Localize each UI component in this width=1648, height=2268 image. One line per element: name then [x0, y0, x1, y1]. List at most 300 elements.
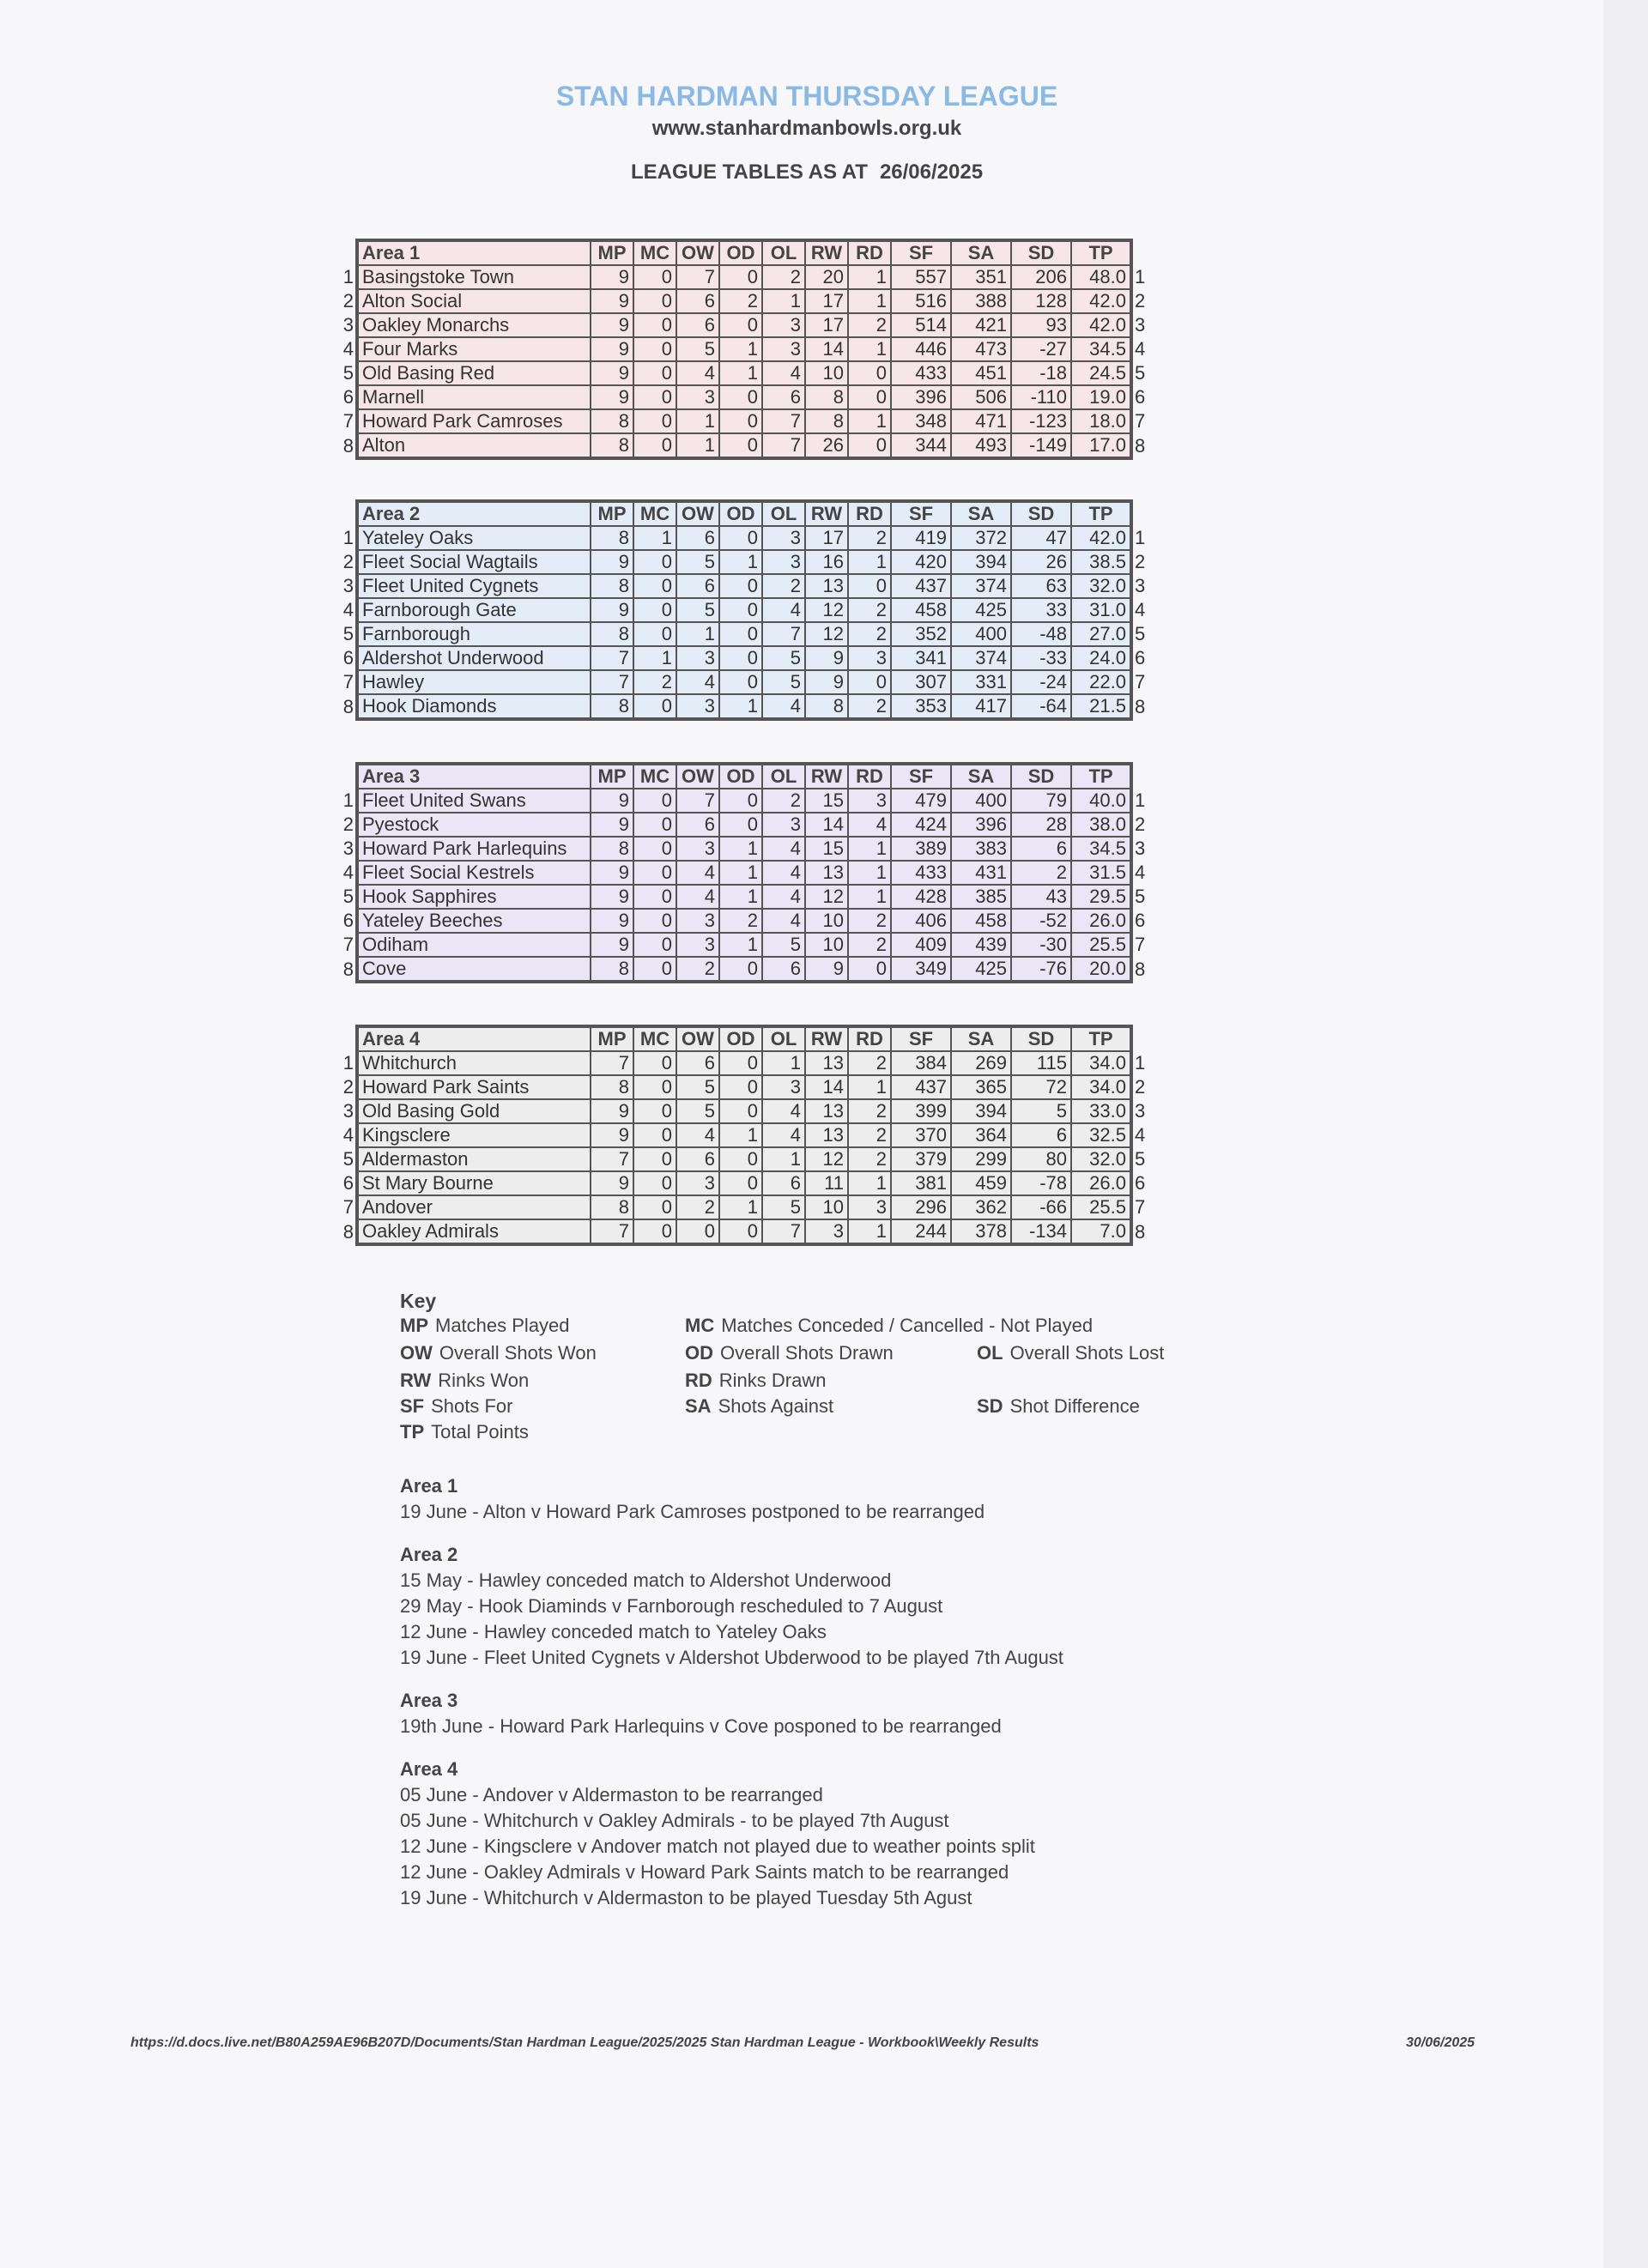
position-left: 7 — [342, 671, 354, 692]
cell-mc: 0 — [633, 1051, 676, 1075]
team-name: Alton — [357, 433, 591, 458]
position-right: 6 — [1135, 1172, 1146, 1194]
column-header-ow: OW — [676, 764, 719, 789]
key-item-mp — [400, 1315, 570, 1337]
cell-od: 0 — [719, 1147, 762, 1171]
notes-area-1 — [400, 1473, 1063, 1525]
cell-rd: 2 — [848, 1123, 891, 1147]
cell-od: 1 — [719, 694, 762, 719]
column-header-sf: SF — [891, 501, 951, 526]
cell-tp: 42.0 — [1071, 289, 1131, 313]
team-name: Oakley Admirals — [357, 1219, 591, 1244]
cell-ol: 4 — [762, 861, 805, 885]
notes-line: 19 June - Whitchurch v Aldermaston to be played Tuesday 5th Agust — [400, 1887, 972, 1908]
team-name: Odiham — [357, 933, 591, 957]
cell-od: 1 — [719, 1123, 762, 1147]
subtitle-label: LEAGUE TABLES AS AT — [630, 160, 868, 184]
cell-ol: 6 — [762, 1171, 805, 1195]
position-left: 4 — [342, 338, 354, 360]
cell-tp: 34.0 — [1071, 1051, 1131, 1075]
cell-sf: 349 — [891, 957, 951, 982]
position-right: 7 — [1135, 671, 1146, 692]
cell-rd: 4 — [848, 813, 891, 837]
cell-sd: -48 — [1011, 622, 1071, 646]
team-name: Hawley — [357, 670, 591, 694]
cell-sf: 437 — [891, 1075, 951, 1099]
notes-line: 05 June - Whitchurch v Oakley Admirals - to be played 7th August — [400, 1810, 949, 1831]
cell-ow: 1 — [676, 622, 719, 646]
team-name: Yateley Oaks — [357, 526, 591, 550]
cell-mc: 0 — [633, 574, 676, 598]
cell-rw: 12 — [805, 885, 848, 909]
table-row — [331, 694, 1157, 719]
cell-sf: 353 — [891, 694, 951, 719]
website-link[interactable]: www.stanhardmanbowls.org.uk — [651, 117, 962, 140]
cell-ol: 7 — [762, 622, 805, 646]
table-row — [331, 646, 1157, 670]
cell-rd: 0 — [848, 670, 891, 694]
cell-rd: 2 — [848, 526, 891, 550]
position-left: 2 — [342, 551, 354, 572]
cell-ol: 4 — [762, 837, 805, 861]
cell-ow: 5 — [676, 598, 719, 622]
key-description: Total Points — [431, 1421, 529, 1442]
cell-ol: 6 — [762, 957, 805, 982]
cell-sf: 399 — [891, 1099, 951, 1123]
footer-print-date: 30/06/2025 — [1406, 2035, 1475, 2050]
key-item-rw — [400, 1370, 529, 1392]
team-name: Fleet Social Wagtails — [357, 550, 591, 574]
cell-ow: 5 — [676, 337, 719, 361]
cell-sa: 374 — [951, 646, 1011, 670]
team-name: Hook Sapphires — [357, 885, 591, 909]
cell-ol: 4 — [762, 598, 805, 622]
position-right: 6 — [1135, 647, 1146, 668]
cell-tp: 27.0 — [1071, 622, 1131, 646]
key-description: Matches Played — [435, 1315, 570, 1336]
team-name: Oakley Monarchs — [357, 313, 591, 337]
cell-mp: 9 — [591, 933, 633, 957]
position-left: 2 — [342, 1076, 354, 1098]
cell-rd: 1 — [848, 837, 891, 861]
cell-ow: 3 — [676, 646, 719, 670]
cell-mp: 7 — [591, 670, 633, 694]
cell-sf: 396 — [891, 385, 951, 409]
cell-ol: 3 — [762, 337, 805, 361]
key-abbr: SF — [400, 1395, 425, 1417]
position-right: 4 — [1135, 862, 1146, 883]
cell-rw: 15 — [805, 789, 848, 813]
column-header-tp: TP — [1071, 764, 1131, 789]
cell-sf: 348 — [891, 409, 951, 433]
cell-sd: 63 — [1011, 574, 1071, 598]
cell-ol: 3 — [762, 813, 805, 837]
cell-rw: 17 — [805, 526, 848, 550]
cell-sd: 72 — [1011, 1075, 1071, 1099]
position-left: 3 — [342, 575, 354, 596]
cell-sd: 26 — [1011, 550, 1071, 574]
table-row — [331, 361, 1157, 385]
notes-line: 15 May - Hawley conceded match to Aldershot Underwood — [400, 1569, 892, 1591]
cell-ow: 4 — [676, 885, 719, 909]
cell-sa: 331 — [951, 670, 1011, 694]
cell-sf: 479 — [891, 789, 951, 813]
table-row — [331, 1123, 1157, 1147]
league-table-area-2 — [342, 499, 1157, 721]
notes-heading: Area 4 — [400, 1758, 458, 1780]
position-right: 3 — [1135, 1100, 1146, 1122]
cell-od: 0 — [719, 957, 762, 982]
column-header-tp: TP — [1071, 501, 1131, 526]
position-right: 5 — [1135, 886, 1146, 907]
key-description: Overall Shots Won — [439, 1342, 597, 1364]
cell-rw: 16 — [805, 550, 848, 574]
team-name: Four Marks — [357, 337, 591, 361]
cell-mp: 9 — [591, 598, 633, 622]
cell-sf: 379 — [891, 1147, 951, 1171]
key-description: Matches Conceded / Cancelled - Not Played — [721, 1315, 1094, 1336]
cell-od: 2 — [719, 289, 762, 313]
team-name: Howard Park Saints — [357, 1075, 591, 1099]
cell-ow: 6 — [676, 1147, 719, 1171]
column-header-ow: OW — [676, 240, 719, 265]
position-left: 5 — [342, 362, 354, 384]
key-item-sf — [400, 1395, 513, 1418]
key-item-mc — [685, 1315, 1093, 1337]
cell-sf: 557 — [891, 265, 951, 289]
cell-sd: -110 — [1011, 385, 1071, 409]
cell-od: 0 — [719, 1075, 762, 1099]
cell-tp: 25.5 — [1071, 1195, 1131, 1219]
cell-tp: 38.5 — [1071, 550, 1131, 574]
cell-sd: -33 — [1011, 646, 1071, 670]
cell-mc: 0 — [633, 957, 676, 982]
cell-mp: 7 — [591, 1051, 633, 1075]
cell-sa: 372 — [951, 526, 1011, 550]
notes-line: 29 May - Hook Diaminds v Farnborough rescheduled to 7 August — [400, 1595, 943, 1617]
cell-mc: 0 — [633, 385, 676, 409]
cell-ol: 5 — [762, 670, 805, 694]
table-row — [331, 813, 1157, 837]
position-left: 2 — [342, 290, 354, 311]
cell-od: 0 — [719, 409, 762, 433]
key-item-tp — [400, 1421, 529, 1443]
cell-mp: 7 — [591, 1219, 633, 1244]
position-right: 8 — [1135, 434, 1146, 457]
cell-sf: 437 — [891, 574, 951, 598]
cell-mp: 9 — [591, 265, 633, 289]
cell-mc: 0 — [633, 1123, 676, 1147]
cell-od: 0 — [719, 313, 762, 337]
team-name: Alton Social — [357, 289, 591, 313]
key-abbr: TP — [400, 1421, 425, 1442]
cell-od: 0 — [719, 385, 762, 409]
cell-rw: 8 — [805, 385, 848, 409]
table-header-row — [331, 1026, 1157, 1051]
position-right: 1 — [1135, 789, 1146, 811]
cell-mp: 8 — [591, 694, 633, 719]
cell-ol: 2 — [762, 574, 805, 598]
cell-mc: 0 — [633, 313, 676, 337]
cell-sf: 381 — [891, 1171, 951, 1195]
position-left: 4 — [342, 599, 354, 620]
table-row — [331, 433, 1157, 458]
column-header-sf: SF — [891, 240, 951, 265]
cell-ol: 4 — [762, 694, 805, 719]
position-right: 5 — [1135, 623, 1146, 644]
cell-rd: 1 — [848, 265, 891, 289]
cell-mc: 0 — [633, 337, 676, 361]
team-name: Fleet Social Kestrels — [357, 861, 591, 885]
cell-tp: 33.0 — [1071, 1099, 1131, 1123]
position-left: 5 — [342, 1148, 354, 1170]
cell-tp: 20.0 — [1071, 957, 1131, 982]
key-abbr: OW — [400, 1342, 433, 1364]
cell-tp: 21.5 — [1071, 694, 1131, 719]
tables-date-heading — [0, 160, 1614, 184]
position-left: 8 — [342, 958, 354, 980]
cell-mp: 9 — [591, 385, 633, 409]
cell-sa: 400 — [951, 622, 1011, 646]
league-table-area-4 — [342, 1025, 1157, 1246]
column-header-ol: OL — [762, 764, 805, 789]
key-abbr: MP — [400, 1315, 428, 1336]
key-item-od — [685, 1342, 894, 1364]
position-right: 8 — [1135, 1220, 1146, 1243]
position-left: 6 — [342, 647, 354, 668]
key-abbr: RW — [400, 1370, 432, 1391]
cell-ow: 6 — [676, 1051, 719, 1075]
cell-rd: 2 — [848, 622, 891, 646]
cell-od: 0 — [719, 265, 762, 289]
cell-mp: 7 — [591, 1147, 633, 1171]
cell-ol: 4 — [762, 885, 805, 909]
column-header-sf: SF — [891, 1026, 951, 1051]
cell-ol: 7 — [762, 409, 805, 433]
cell-rd: 1 — [848, 1075, 891, 1099]
cell-sf: 433 — [891, 861, 951, 885]
cell-od: 1 — [719, 550, 762, 574]
cell-sf: 296 — [891, 1195, 951, 1219]
cell-ow: 4 — [676, 1123, 719, 1147]
cell-tp: 32.0 — [1071, 1147, 1131, 1171]
cell-ow: 2 — [676, 957, 719, 982]
position-left: 5 — [342, 623, 354, 644]
table-row — [331, 385, 1157, 409]
cell-rw: 14 — [805, 1075, 848, 1099]
position-right: 3 — [1135, 575, 1146, 596]
cell-od: 0 — [719, 670, 762, 694]
position-right: 7 — [1135, 1196, 1146, 1218]
cell-rw: 13 — [805, 1099, 848, 1123]
column-header-mp: MP — [591, 764, 633, 789]
cell-tp: 29.5 — [1071, 885, 1131, 909]
cell-sd: 80 — [1011, 1147, 1071, 1171]
key-description: Overall Shots Lost — [1009, 1342, 1165, 1364]
cell-mc: 0 — [633, 789, 676, 813]
cell-ow: 5 — [676, 1099, 719, 1123]
cell-rw: 13 — [805, 1051, 848, 1075]
table-header-row — [331, 501, 1157, 526]
position-right: 4 — [1135, 338, 1146, 360]
cell-mc: 0 — [633, 265, 676, 289]
cell-mp: 9 — [591, 337, 633, 361]
cell-od: 1 — [719, 933, 762, 957]
key-item-sd — [977, 1395, 1140, 1418]
cell-rw: 12 — [805, 1147, 848, 1171]
cell-rw: 15 — [805, 837, 848, 861]
cell-sa: 493 — [951, 433, 1011, 458]
cell-mc: 0 — [633, 1195, 676, 1219]
cell-sa: 417 — [951, 694, 1011, 719]
cell-ol: 3 — [762, 550, 805, 574]
column-header-ow: OW — [676, 501, 719, 526]
league-table-area-1 — [342, 239, 1157, 460]
cell-tp: 22.0 — [1071, 670, 1131, 694]
cell-sd: 5 — [1011, 1099, 1071, 1123]
cell-rw: 9 — [805, 646, 848, 670]
position-right: 4 — [1135, 599, 1146, 620]
cell-tp: 31.5 — [1071, 861, 1131, 885]
cell-tp: 34.5 — [1071, 837, 1131, 861]
cell-ol: 6 — [762, 385, 805, 409]
area-name: Area 1 — [357, 240, 591, 265]
column-header-sd: SD — [1011, 1026, 1071, 1051]
team-name: Aldermaston — [357, 1147, 591, 1171]
column-header-mp: MP — [591, 1026, 633, 1051]
cell-tp: 34.5 — [1071, 337, 1131, 361]
column-header-ol: OL — [762, 501, 805, 526]
cell-rw: 9 — [805, 670, 848, 694]
notes-area-2 — [400, 1542, 1063, 1671]
cell-rd: 2 — [848, 1099, 891, 1123]
position-right: 5 — [1135, 362, 1146, 384]
league-title: STAN HARDMAN THURSDAY LEAGUE — [555, 81, 1058, 112]
team-name: Old Basing Gold — [357, 1099, 591, 1123]
cell-od: 0 — [719, 1171, 762, 1195]
cell-sa: 471 — [951, 409, 1011, 433]
cell-mc: 0 — [633, 289, 676, 313]
cell-od: 1 — [719, 861, 762, 885]
cell-ow: 4 — [676, 861, 719, 885]
cell-tp: 25.5 — [1071, 933, 1131, 957]
column-header-sa: SA — [951, 1026, 1011, 1051]
cell-od: 0 — [719, 813, 762, 837]
cell-mc: 0 — [633, 694, 676, 719]
key-item-ow — [400, 1342, 597, 1364]
cell-tp: 48.0 — [1071, 265, 1131, 289]
position-left: 3 — [342, 1100, 354, 1122]
position-left: 7 — [342, 1196, 354, 1218]
cell-sd: -66 — [1011, 1195, 1071, 1219]
table-row — [331, 885, 1157, 909]
cell-sa: 451 — [951, 361, 1011, 385]
position-right: 7 — [1135, 934, 1146, 955]
cell-rw: 12 — [805, 622, 848, 646]
cell-ow: 6 — [676, 313, 719, 337]
cell-mc: 0 — [633, 622, 676, 646]
table-row — [331, 670, 1157, 694]
cell-sd: -134 — [1011, 1219, 1071, 1244]
team-name: Whitchurch — [357, 1051, 591, 1075]
team-name: Pyestock — [357, 813, 591, 837]
cell-od: 2 — [719, 909, 762, 933]
position-right: 8 — [1135, 958, 1146, 980]
column-header-mc: MC — [633, 240, 676, 265]
cell-od: 0 — [719, 574, 762, 598]
position-left: 7 — [342, 934, 354, 955]
cell-sd: -27 — [1011, 337, 1071, 361]
table-row — [331, 409, 1157, 433]
key-abbr: MC — [685, 1315, 715, 1336]
column-header-rd: RD — [848, 1026, 891, 1051]
cell-ow: 3 — [676, 694, 719, 719]
cell-ol: 7 — [762, 433, 805, 458]
cell-sa: 364 — [951, 1123, 1011, 1147]
cell-mp: 8 — [591, 1075, 633, 1099]
table-row — [331, 1099, 1157, 1123]
cell-sd: 43 — [1011, 885, 1071, 909]
column-header-mc: MC — [633, 764, 676, 789]
position-right: 1 — [1135, 266, 1146, 287]
position-left: 6 — [342, 386, 354, 408]
position-left: 4 — [342, 1124, 354, 1146]
cell-rd: 0 — [848, 574, 891, 598]
cell-ow: 3 — [676, 385, 719, 409]
area-name: Area 2 — [357, 501, 591, 526]
cell-mp: 9 — [591, 813, 633, 837]
team-name: Basingstoke Town — [357, 265, 591, 289]
cell-mc: 2 — [633, 670, 676, 694]
cell-tp: 24.5 — [1071, 361, 1131, 385]
cell-mp: 9 — [591, 361, 633, 385]
column-header-mp: MP — [591, 240, 633, 265]
key-description: Rinks Won — [438, 1370, 530, 1391]
position-right: 3 — [1135, 838, 1146, 859]
column-header-od: OD — [719, 1026, 762, 1051]
cell-mp: 8 — [591, 433, 633, 458]
cell-ow: 6 — [676, 574, 719, 598]
cell-sd: -52 — [1011, 909, 1071, 933]
cell-od: 1 — [719, 337, 762, 361]
cell-mc: 0 — [633, 1075, 676, 1099]
cell-tp: 19.0 — [1071, 385, 1131, 409]
cell-sa: 383 — [951, 837, 1011, 861]
cell-rd: 1 — [848, 1219, 891, 1244]
notes-heading: Area 1 — [400, 1475, 458, 1497]
cell-sa: 506 — [951, 385, 1011, 409]
position-right: 2 — [1135, 813, 1146, 835]
position-left: 7 — [342, 410, 354, 432]
cell-ol: 4 — [762, 1123, 805, 1147]
cell-tp: 34.0 — [1071, 1075, 1131, 1099]
column-header-od: OD — [719, 240, 762, 265]
column-header-rw: RW — [805, 240, 848, 265]
cell-mp: 9 — [591, 1123, 633, 1147]
cell-od: 1 — [719, 837, 762, 861]
cell-rw: 26 — [805, 433, 848, 458]
cell-ol: 5 — [762, 1195, 805, 1219]
position-left: 1 — [342, 789, 354, 811]
table-row — [331, 337, 1157, 361]
position-right: 2 — [1135, 1076, 1146, 1098]
cell-ow: 4 — [676, 361, 719, 385]
cell-ol: 5 — [762, 646, 805, 670]
cell-sd: -24 — [1011, 670, 1071, 694]
cell-sf: 352 — [891, 622, 951, 646]
cell-od: 0 — [719, 622, 762, 646]
table-row — [331, 909, 1157, 933]
